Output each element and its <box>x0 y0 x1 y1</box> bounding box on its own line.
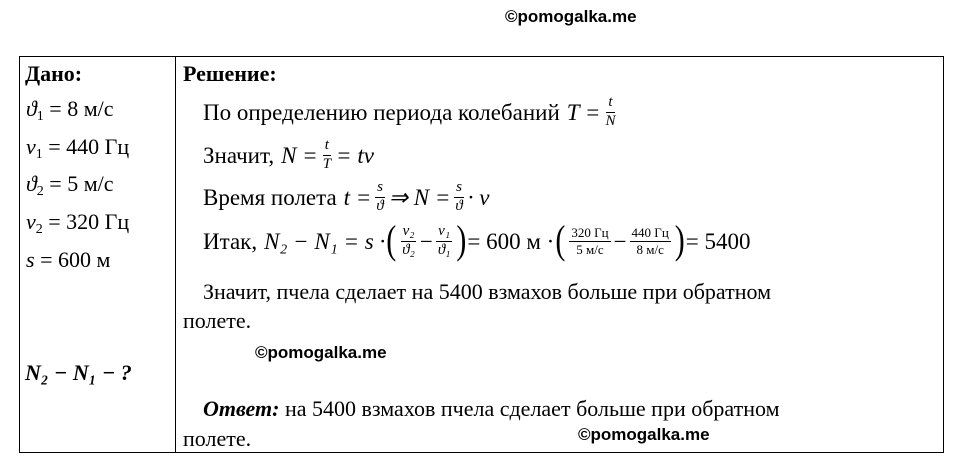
watermark-bottom: ©pomogalka.me <box>578 425 710 444</box>
solution-line-4: Итак, N₂ − N₁ = s · ( $\frac{\text{ν₂}}{\text{ϑ₂}}$ − $\frac{\text{ν₁}}{\text{ϑ₁}}$ ) = 600 м · ( $\frac{320 Гц}{5 м/с}$ − $\frac{440 Гц}{8 м/с}$ ) = 5400 <box>203 218 751 263</box>
answer-label: Ответ: <box>203 396 280 421</box>
watermark-middle: ©pomogalka.me <box>255 343 387 362</box>
watermark-top: ©pomogalka.me <box>505 7 637 26</box>
given-line-1: $ϑ_1 = 8$ м/с <box>26 96 114 124</box>
given-line-3: $ϑ_2 = 5$ м/с <box>26 171 114 199</box>
solution-line-3: Время полета t = $\frac{s}{ϑ}$ ⇒ N = $\frac{s}{ϑ}$ · ν <box>203 179 490 214</box>
given-line-2: $\nu_1 = 440$ Гц <box>26 134 130 162</box>
answer-line-2: полете. <box>183 426 252 451</box>
solution-line-1: По определению периода колебаний T = $\frac{t}{N}$ <box>203 94 616 129</box>
table-divider <box>175 56 176 453</box>
given-line-5: s = 600 м <box>26 247 111 272</box>
conclusion-line-1: Значит, пчела сделает на 5400 взмахов больше при обратном <box>203 279 772 304</box>
given-line-4: $\nu_2 = 320$ Гц <box>26 209 130 237</box>
conclusion-line-2: полете. <box>183 308 252 333</box>
find-target: N₂ − N₁ − ? <box>25 360 132 385</box>
solution-heading: Решение: <box>183 61 277 86</box>
given-heading: Дано: <box>25 61 83 86</box>
solution-line-2: Значит, N = $\frac{t}{T}$ = tν <box>203 137 374 172</box>
answer-line-1: Ответ: на 5400 взмахов пчела сделает больше при обратном <box>203 396 780 421</box>
